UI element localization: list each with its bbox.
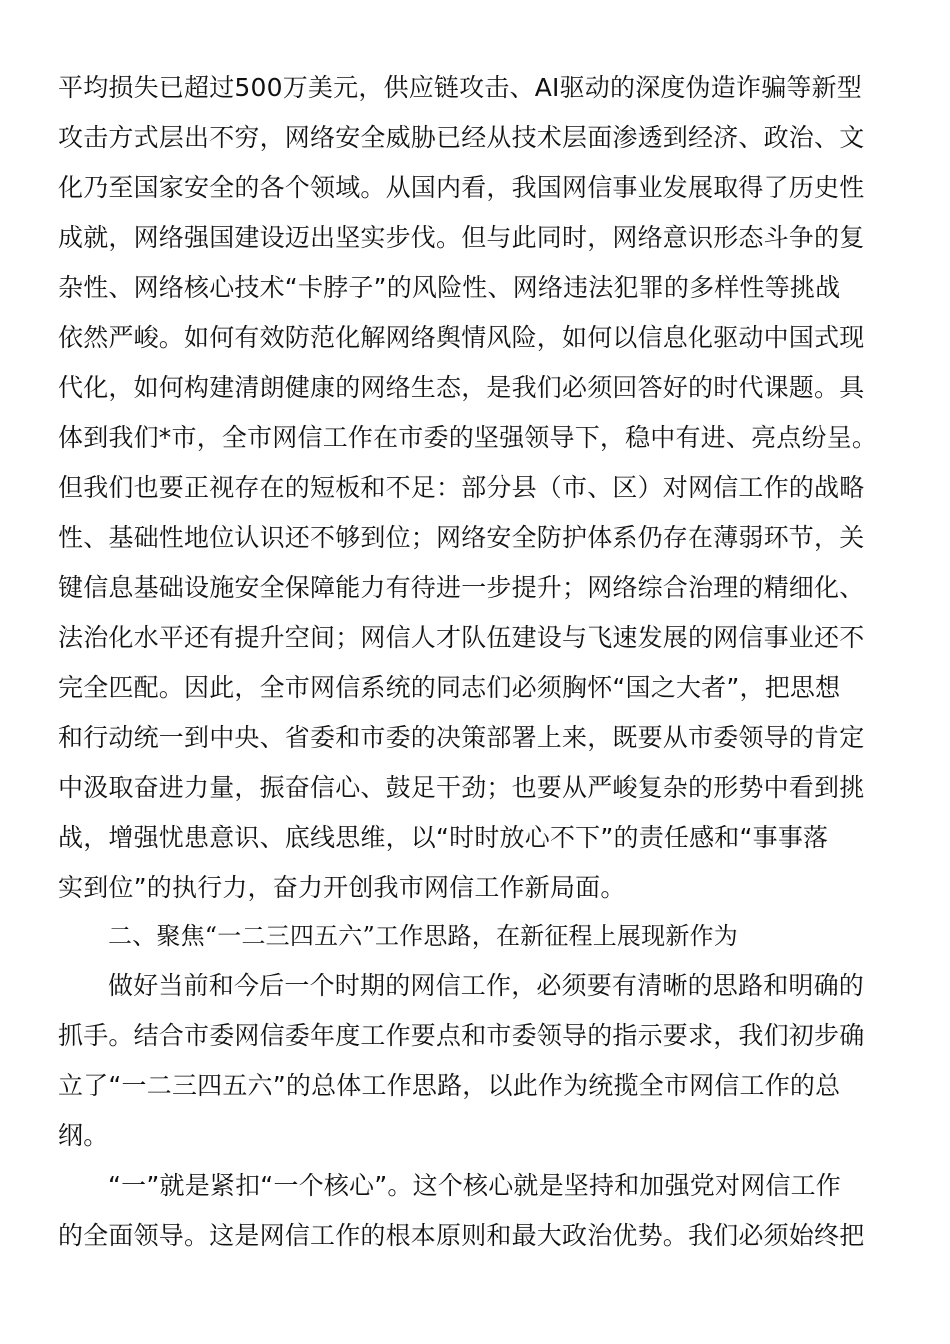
body-text-line: 的全面领导。这是网信工作的根本原则和最大政治优势。我们必须始终把	[58, 1221, 865, 1250]
body-text-line: 性、基础性地位认识还不够到位；网络安全防护体系仍存在薄弱环节，关	[58, 523, 865, 552]
body-text-line: 法治化水平还有提升空间；网信人才队伍建设与飞速发展的网信事业还不	[58, 623, 865, 652]
body-text-line: 战，增强忧患意识、底线思维，以“时时放心不下”的责任感和“事事落	[58, 823, 829, 852]
body-text-line: 抓手。结合市委网信委年度工作要点和市委领导的指示要求，我们初步确	[58, 1021, 865, 1050]
body-text-line: 纲。	[58, 1121, 109, 1150]
body-text-line: “一”就是紧扣“一个核心”。这个核心就是坚持和加强党对网信工作	[108, 1171, 842, 1200]
body-text-line: 立了“一二三四五六”的总体工作思路，以此作为统揽全市网信工作的总	[58, 1071, 841, 1100]
section-heading: 二、聚焦“一二三四五六”工作思路，在新征程上展现新作为	[108, 922, 738, 950]
body-text-line: 杂性、网络核心技术“卡脖子”的风险性、网络违法犯罪的多样性等挑战	[58, 273, 841, 302]
body-text-line: 依然严峻。如何有效防范化解网络舆情风险，如何以信息化驱动中国式现	[58, 323, 865, 352]
body-text-line: 化乃至国家安全的各个领域。从国内看，我国网信事业发展取得了历史性	[58, 173, 865, 202]
body-text-line: 代化，如何构建清朗健康的网络生态，是我们必须回答好的时代课题。具	[58, 373, 865, 402]
body-text-line: 做好当前和今后一个时期的网信工作，必须要有清晰的思路和明确的	[108, 971, 865, 1000]
body-text-line: 但我们也要正视存在的短板和不足：部分县（市、区）对网信工作的战略	[58, 473, 865, 502]
body-text-line: 完全匹配。因此，全市网信系统的同志们必须胸怀“国之大者”，把思想	[58, 673, 841, 702]
body-text-line: 平均损失已超过500万美元，供应链攻击、AI驱动的深度伪造诈骗等新型	[58, 73, 862, 102]
body-text-line: 实到位”的执行力，奋力开创我市网信工作新局面。	[58, 873, 626, 902]
body-text-line: 体到我们*市，全市网信工作在市委的坚强领导下，稳中有进、亮点纷呈。	[58, 423, 878, 452]
body-text-line: 和行动统一到中央、省委和市委的决策部署上来，既要从市委领导的肯定	[58, 723, 865, 752]
body-text-line: 中汲取奋进力量，振奋信心、鼓足干劲；也要从严峻复杂的形势中看到挑	[58, 773, 865, 802]
body-text-line: 键信息基础设施安全保障能力有待进一步提升；网络综合治理的精细化、	[58, 573, 865, 602]
body-text-line: 成就，网络强国建设迈出坚实步伐。但与此同时，网络意识形态斗争的复	[58, 223, 865, 252]
body-text-line: 攻击方式层出不穷，网络安全威胁已经从技术层面渗透到经济、政治、文	[58, 123, 865, 152]
